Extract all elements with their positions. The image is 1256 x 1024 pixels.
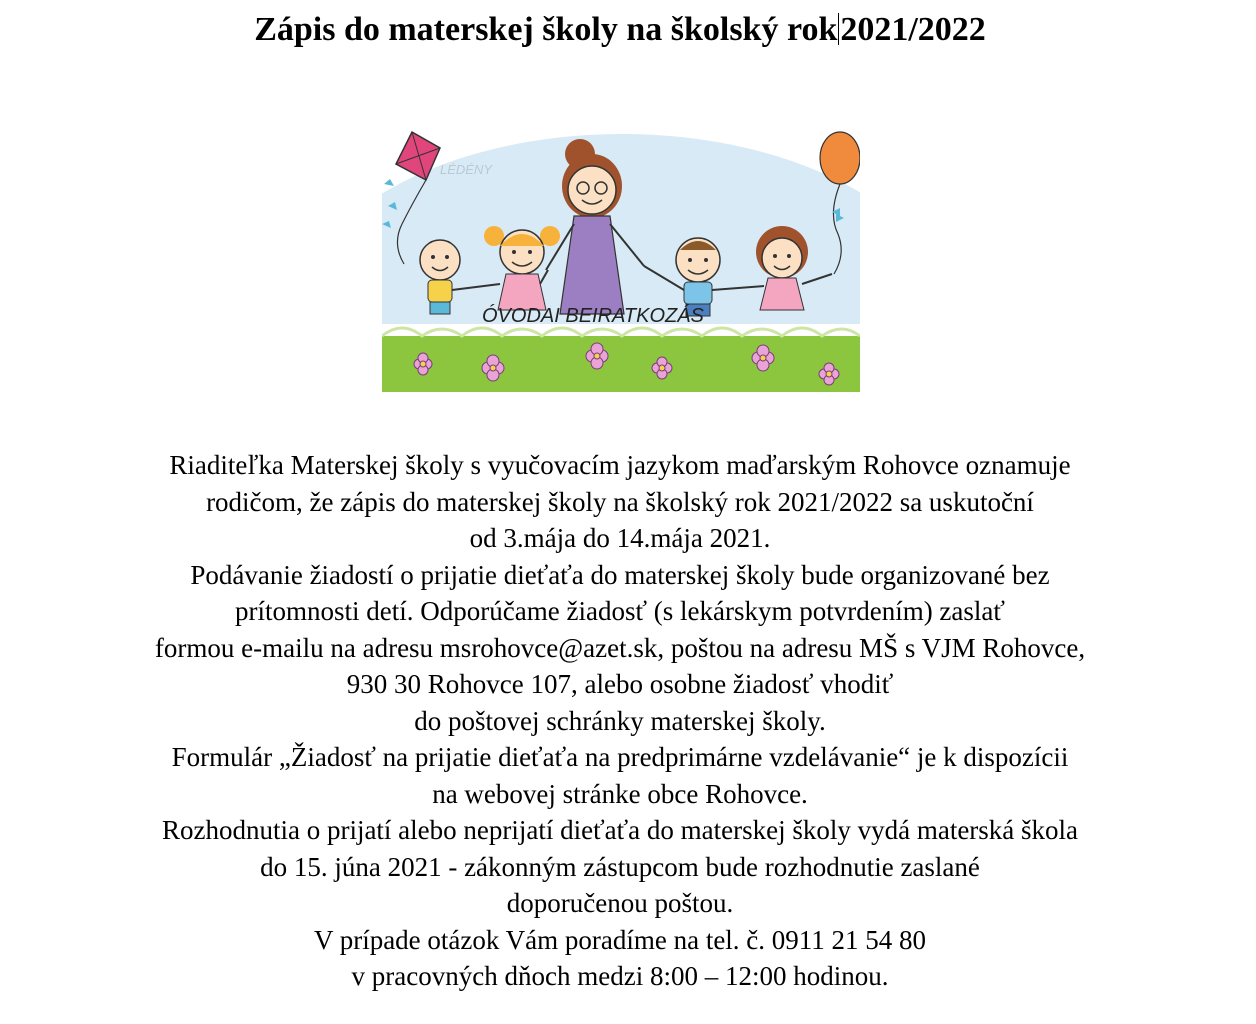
body-text-line: rodičom, že zápis do materskej školy na školský rok 2021/2022 sa uskutoční [206, 486, 1034, 517]
body-text-line: Riaditeľka Materskej školy s vyučovacím jazykom maďarským Rohovce oznamuje [169, 450, 1071, 480]
body-text-line: od 3.mája do 14.mája 2021. [469, 523, 771, 553]
body-text-line: Rozhodnutia o prijatí alebo neprijatí dieťaťa do materskej školy vydá materská škola [161, 815, 1079, 845]
body-text-line: V prípade otázok Vám poradíme na tel. č. 0911 21 54 80 [313, 924, 927, 955]
grass [382, 336, 860, 392]
body-text-line: do 15. júna 2021 - zákonným zástupcom bude rozhodnutie zaslané [260, 851, 980, 882]
title-text-end: 2021/2022 [840, 11, 986, 48]
body-text-line: v pracovných dňoch medzi 8:00 – 12:00 hodinou. [351, 961, 889, 991]
corner-watermark-text: LÉDÉNY [440, 162, 493, 177]
title-text-start: Zápis do materskej školy na školský rok [254, 11, 838, 48]
body-text-line: Podávanie žiadostí o prijatie dieťaťa do materskej školy bude organizované bez [190, 559, 1050, 590]
body-text-line: prítomnosti detí. Odporúčame žiadosť (s lekárskym potvrdením) zaslať [235, 596, 1005, 626]
banner-text: ÓVODAI BEIRATKOZÁS [482, 305, 704, 327]
announcement-body [0, 447, 1240, 995]
body-text-line: 930 30 Rohovce 107, alebo osobne žiadosť vhodiť [346, 669, 894, 699]
body-text-line: doporučenou poštou. [506, 888, 734, 918]
document-title [0, 8, 1240, 52]
kindergarten-enrollment-illustration [382, 124, 860, 392]
body-text-line: Formulár „Žiadosť na prijatie dieťaťa na predprimárne vzdelávanie“ je k dispozícii [171, 742, 1069, 772]
body-text-line: do poštovej schránky materskej školy. [414, 705, 826, 736]
body-text-line: na webovej stránke obce Rohovce. [432, 778, 808, 809]
body-text-line: formou e-mailu na adresu msrohovce@azet.sk, poštou na adresu MŠ s VJM Rohovce, [154, 632, 1086, 663]
